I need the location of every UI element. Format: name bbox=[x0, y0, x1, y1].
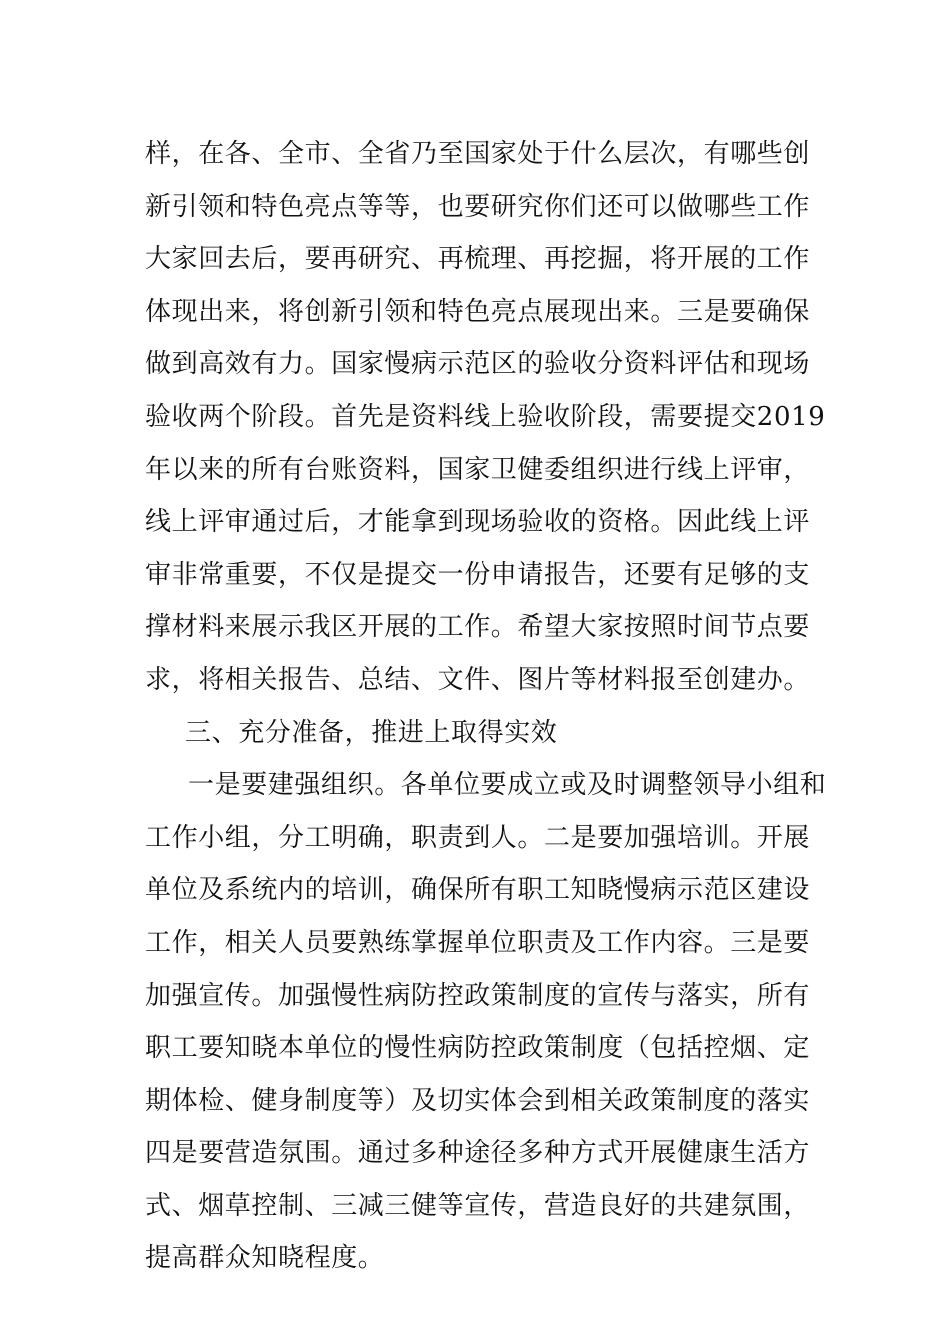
body-line: 四是要营造氛围。通过多种途径多种方式开展健康生活方 bbox=[145, 1138, 811, 1169]
body-line: 期体检、健身制度等）及切实体会到相关政策制度的落实 bbox=[145, 1085, 811, 1116]
body-line: 做到高效有力。国家慢病示范区的验收分资料评估和现场 bbox=[145, 349, 811, 380]
body-line: 年以来的所有台账资料，国家卫健委组织进行线上评审， bbox=[145, 454, 811, 485]
body-line: 提高群众知晓程度。 bbox=[145, 1243, 385, 1274]
paragraph-first-line: 一是要建强组织。各单位要成立或及时调整领导小组和 bbox=[188, 770, 827, 801]
body-line: 工作，相关人员要熟练掌握单位职责及工作内容。三是要 bbox=[145, 927, 811, 958]
body-line: 职工要知晓本单位的慢性病防控政策制度（包括控烟、定 bbox=[145, 1033, 811, 1064]
body-line: 式、烟草控制、三减三健等宣传，营造良好的共建氛围， bbox=[145, 1190, 811, 1221]
section-heading: 三、充分准备，推进上取得实效 bbox=[185, 717, 558, 748]
body-line: 求，将相关报告、总结、文件、图片等材料报至创建办。 bbox=[145, 664, 811, 695]
body-line: 大家回去后，要再研究、再梳理、再挖掘，将开展的工作 bbox=[145, 244, 811, 275]
body-line: 新引领和特色亮点等等，也要研究你们还可以做哪些工作 bbox=[145, 191, 811, 222]
body-line: 体现出来，将创新引领和特色亮点展现出来。三是要确保 bbox=[145, 296, 811, 327]
body-line: 样，在各、全市、全省乃至国家处于什么层次，有哪些创 bbox=[145, 139, 811, 169]
body-line: 线上评审通过后，才能拿到现场验收的资格。因此线上评 bbox=[145, 507, 811, 538]
body-line: 验收两个阶段。首先是资料线上验收阶段，需要提交2019 bbox=[145, 401, 826, 432]
body-line: 加强宣传。加强慢性病防控政策制度的宣传与落实，所有 bbox=[145, 980, 811, 1011]
body-line: 单位及系统内的培训，确保所有职工知晓慢病示范区建设 bbox=[145, 875, 811, 906]
body-line: 撑材料来展示我区开展的工作。希望大家按照时间节点要 bbox=[145, 612, 811, 643]
body-line: 审非常重要，不仅是提交一份申请报告，还要有足够的支 bbox=[145, 559, 811, 590]
document-body bbox=[145, 128, 827, 1285]
body-line: 工作小组，分工明确，职责到人。二是要加强培训。开展 bbox=[145, 822, 811, 853]
